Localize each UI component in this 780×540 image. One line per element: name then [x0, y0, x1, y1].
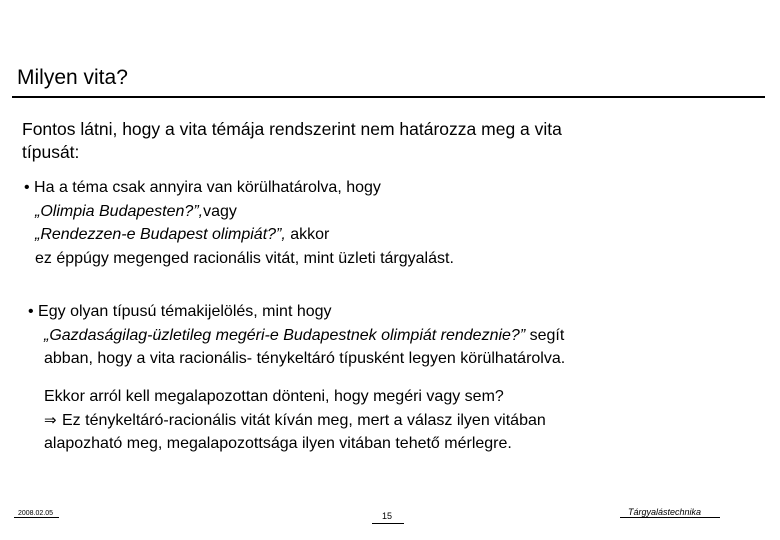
bullet-topic-definition [28, 300, 565, 371]
footer-divider [620, 517, 720, 518]
bullet-text: akkor [285, 226, 330, 243]
bullet-olympic-topic [24, 176, 454, 270]
bullet-line [24, 200, 454, 224]
bullet-text: vagy [203, 202, 237, 220]
bullet-marker: • [24, 179, 30, 196]
bullet-line: abban, hogy a vita racionális- ténykeltáró típusként legyen körülhatárolva. [44, 350, 566, 367]
conclusion-line: Ekkor arról kell megalapozottan dönteni, hogy megéri vagy sem? [44, 388, 504, 405]
footer-divider [372, 523, 404, 524]
conclusion-paragraph [28, 385, 546, 456]
quote-text: „Gazdaságilag-üzletileg megéri-e Budapestnek olimpiát rendeznie?” [44, 326, 526, 344]
footer-divider [14, 517, 59, 518]
conclusion-line: alapozható meg, megalapozottsága ilyen vitában tehető mérlegre. [44, 435, 512, 452]
conclusion-text: Ez ténykeltáró-racionális vitát kíván meg, mert a válasz ilyen vitában [62, 411, 546, 429]
bullet-text: Egy olyan típusú témakijelölés, mint hogy [33, 303, 332, 320]
bullet-line [24, 176, 454, 200]
page-number: 15 [382, 511, 393, 521]
conclusion-line [28, 409, 546, 433]
title-divider [12, 96, 765, 98]
implies-arrow-icon: ⇒ [44, 410, 57, 429]
slide-title: Milyen vita? [17, 66, 128, 89]
bullet-line [28, 324, 565, 348]
intro-line: Fontos látni, hogy a vita témája rendszerint nem határozza meg a vita [22, 119, 562, 139]
intro-paragraph [22, 118, 762, 164]
intro-line: típusát: [22, 142, 80, 162]
bullet-line: ez éppúgy megenged racionális vitát, mint üzleti tárgyalást. [35, 249, 454, 267]
bullet-line [24, 223, 454, 247]
footer-title: Tárgyalástechnika [628, 507, 702, 517]
footer-date: 2008.02.05 [18, 510, 54, 517]
bullet-line [28, 300, 565, 324]
bullet-text: Ha a téma csak annyira van körülhatárolva, hogy [29, 179, 381, 196]
quote-text: „Rendezzen-e Budapest olimpiát?”, [35, 226, 286, 243]
quote-text: „Olimpia Budapesten?”, [35, 202, 204, 220]
bullet-marker: • [28, 303, 34, 320]
bullet-text: segít [525, 326, 565, 344]
